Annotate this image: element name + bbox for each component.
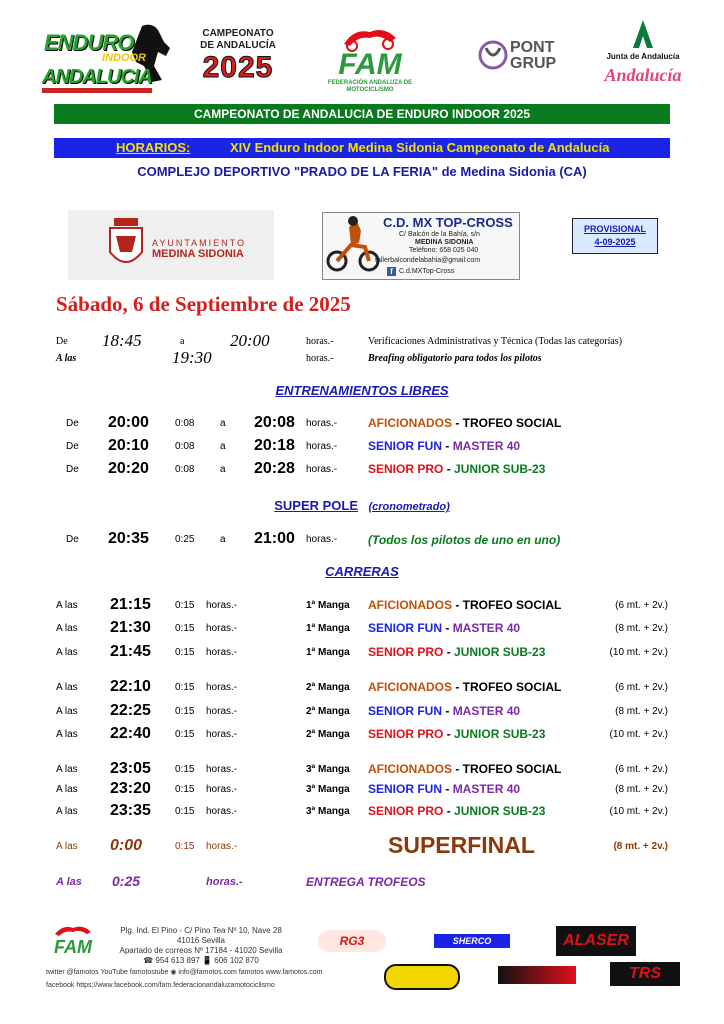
- duration: 0:15: [175, 784, 195, 795]
- manga-label: 1ª Manga: [306, 623, 350, 634]
- venue-text: COMPLEJO DEPORTIVO "PRADO DE LA FERIA" de Medina Sidonia (CA): [137, 164, 587, 179]
- motocross-rider-icon: [325, 215, 381, 275]
- motorcycle-icon: [53, 924, 93, 938]
- category-label: SENIOR PRO - JUNIOR SUB-23: [368, 462, 546, 476]
- enduro-indoor-andalucia-logo: ENDURO INDOOR ANDALUCIA: [40, 22, 170, 96]
- event-name: XIV Enduro Indoor Medina Sidonia Campeonato de Andalucía: [230, 140, 610, 155]
- race-time: 21:30: [110, 619, 151, 636]
- race-time: 22:25: [110, 702, 151, 719]
- category-label: SENIOR FUN - MASTER 40: [368, 439, 521, 453]
- distance-label: (6 mt. + 2v.): [615, 764, 668, 775]
- superpole-title: SUPER POLE (cronometrado): [274, 498, 450, 513]
- footer-facebook-link[interactable]: facebook https://www.facebook.com/fam.federacionandaluzamotociclismo: [46, 982, 275, 989]
- duration: 0:15: [175, 682, 195, 693]
- duration: 0:15: [175, 623, 195, 634]
- manga-label: 3ª Manga: [306, 784, 350, 795]
- category-label: SENIOR FUN - MASTER 40: [368, 704, 521, 718]
- manga-label: 3ª Manga: [306, 764, 350, 775]
- manga-label: 2ª Manga: [306, 682, 350, 693]
- sponsor-rg3-logo: RG3: [318, 930, 386, 952]
- category-label: AFICIONADOS - TROFEO SOCIAL: [368, 598, 562, 612]
- facebook-icon: f: [387, 267, 396, 276]
- duration: 0:15: [175, 806, 195, 817]
- category-label: SENIOR PRO - JUNIOR SUB-23: [368, 645, 546, 659]
- distance-label: (10 mt. + 2v.): [609, 647, 668, 658]
- duration: 0:15: [175, 647, 195, 658]
- distance-label: (10 mt. + 2v.): [609, 729, 668, 740]
- category-label: SENIOR FUN - MASTER 40: [368, 782, 521, 796]
- manga-label: 3ª Manga: [306, 806, 350, 817]
- start-time: 20:10: [108, 437, 149, 454]
- horarios-label: HORARIOS:: [116, 140, 191, 155]
- race-time: 22:10: [110, 678, 151, 695]
- manga-label: 1ª Manga: [306, 600, 350, 611]
- championship-banner: CAMPEONATO DE ANDALUCIA DE ENDURO INDOOR 2025: [54, 104, 670, 124]
- start-time: 20:00: [108, 414, 149, 431]
- sponsor-alaser-logo: ALASER: [556, 926, 636, 956]
- entrenamientos-title: ENTRENAMIENTOS LIBRES: [275, 383, 449, 398]
- duration: 0:08: [175, 464, 195, 475]
- cd-mx-top-cross-logo: C.D. MX TOP-CROSS C/ Balcón de la Bahía, s/n MEDINA SIDONIA Teléfono: 658 025 040 tallerbalcondelabahia@gmail.com f C.d.MXTop-Cross: [322, 212, 520, 280]
- category-label: SENIOR PRO - JUNIOR SUB-23: [368, 727, 546, 741]
- sponsor-sherco-logo: SHERCO: [434, 934, 510, 948]
- race-time: 23:35: [110, 802, 151, 819]
- sponsor-trs-logo: TRS: [610, 962, 680, 986]
- junta-andalucia-logo: Junta de Andalucía Andalucía: [598, 20, 688, 90]
- distance-label: (8 mt. + 2v.): [615, 623, 668, 634]
- footer-address: Plg. Ind. El Pino - C/ Pino Tea Nº 10, Nave 28 41016 Sevilla Apartado de correos Nº 17184 - 41020 Sevilla ☎ 954 613 897 📱 606 102 870: [119, 926, 283, 965]
- crest-icon: [108, 218, 144, 272]
- duration: 0:15: [175, 729, 195, 740]
- race-time: 23:05: [110, 760, 151, 777]
- campeonato-2025-logo: CAMPEONATO DE ANDALUCÍA 2025: [200, 28, 276, 84]
- duration: 0:15: [175, 600, 195, 611]
- motorcycle-icon: [340, 24, 400, 52]
- duration: 0:08: [175, 441, 195, 452]
- footer-social-links[interactable]: twitter @famotos YouTube famotostube ◉ info@famotos.com famotos www.famotos.com: [46, 969, 323, 976]
- sponsor-emblem-red-logo: [498, 966, 576, 984]
- footer-fam-logo: FAM: [46, 924, 100, 966]
- category-label: AFICIONADOS - TROFEO SOCIAL: [368, 416, 562, 430]
- race-time: 21:45: [110, 643, 151, 660]
- duration: 0:15: [175, 706, 195, 717]
- manga-label: 1ª Manga: [306, 647, 350, 658]
- distance-label: (8 mt. + 2v.): [615, 784, 668, 795]
- race-time: 22:40: [110, 725, 151, 742]
- manga-label: 2ª Manga: [306, 729, 350, 740]
- duration: 0:15: [175, 764, 195, 775]
- end-time: 20:28: [254, 460, 295, 477]
- category-label: AFICIONADOS - TROFEO SOCIAL: [368, 762, 562, 776]
- date-heading: Sábado, 6 de Septiembre de 2025: [56, 292, 351, 316]
- pont-grup-emblem-icon: [478, 38, 508, 72]
- distance-label: (8 mt. + 2v.): [615, 706, 668, 717]
- category-label: SENIOR FUN - MASTER 40: [368, 621, 521, 635]
- distance-label: (6 mt. + 2v.): [615, 600, 668, 611]
- distance-label: (6 mt. + 2v.): [615, 682, 668, 693]
- duration: 0:08: [175, 418, 195, 429]
- distance-label: (10 mt. + 2v.): [609, 806, 668, 817]
- carreras-title: CARRERAS: [325, 564, 399, 579]
- event-banner: [54, 138, 670, 158]
- end-time: 20:08: [254, 414, 295, 431]
- pont-grup-logo: PONT GRUP: [478, 38, 568, 74]
- ayuntamiento-medina-sidonia-logo: AYUNTAMIENTO MEDINA SIDONIA: [68, 210, 274, 280]
- race-time: 21:15: [110, 596, 151, 613]
- sponsor-emblem-yellow-logo: [384, 964, 460, 990]
- race-time: 23:20: [110, 780, 151, 797]
- junta-emblem-icon: [631, 20, 655, 48]
- category-label: SENIOR PRO - JUNIOR SUB-23: [368, 804, 546, 818]
- start-time: 20:20: [108, 460, 149, 477]
- provisional-badge: PROVISIONAL 4-09-2025: [572, 218, 658, 254]
- manga-label: 2ª Manga: [306, 706, 350, 717]
- category-label: AFICIONADOS - TROFEO SOCIAL: [368, 680, 562, 694]
- fam-logo: FAM FEDERACIÓN ANDALUZA DE MOTOCICLISMO: [318, 24, 422, 94]
- end-time: 20:18: [254, 437, 295, 454]
